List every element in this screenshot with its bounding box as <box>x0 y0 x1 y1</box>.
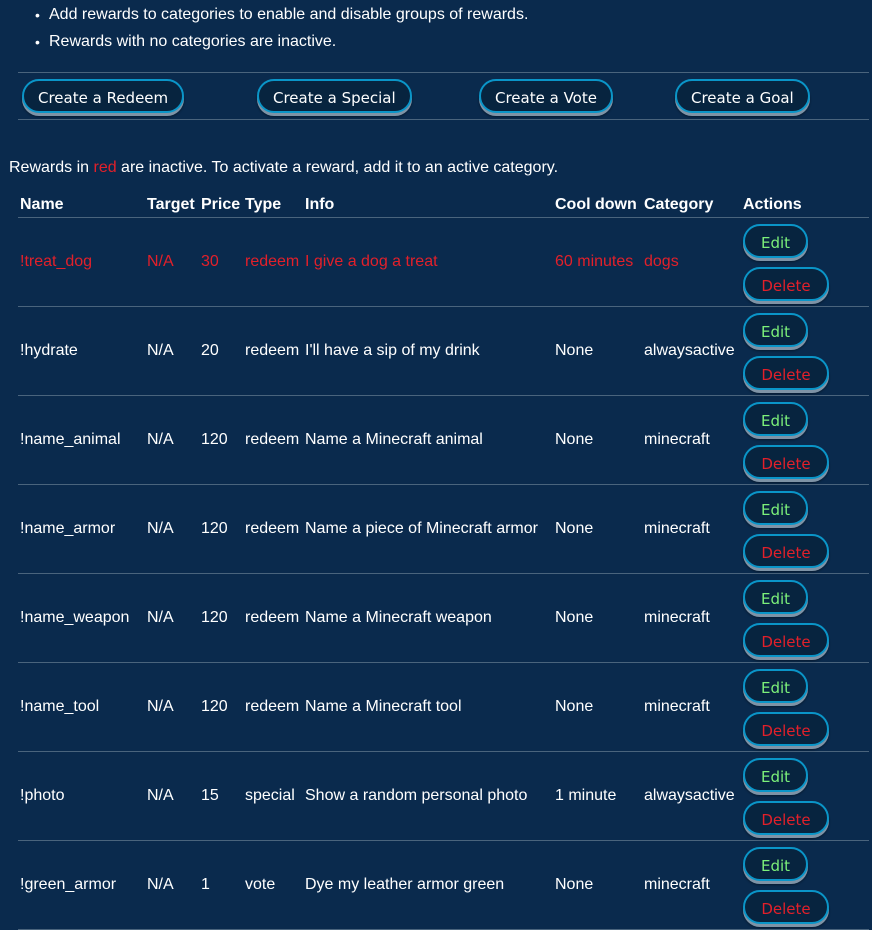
cell-actions <box>741 396 869 485</box>
delete-button[interactable]: Delete <box>743 623 829 657</box>
note-item <box>35 32 855 59</box>
cell-price: 120 <box>199 663 243 752</box>
table-row <box>18 752 869 841</box>
row-actions <box>743 218 867 306</box>
cell-type: redeem <box>243 663 303 752</box>
cell-price: 20 <box>199 307 243 396</box>
cell-info: Name a Minecraft weapon <box>303 574 553 663</box>
bullet-icon: • <box>35 34 40 50</box>
create-goal-button[interactable]: Create a Goal <box>675 79 810 113</box>
cell-category: alwaysactive <box>642 752 741 841</box>
cell-actions <box>741 841 869 930</box>
row-actions <box>743 574 867 662</box>
cell-target: N/A <box>145 663 199 752</box>
bullet-icon: • <box>35 7 40 23</box>
cell-type: redeem <box>243 218 303 307</box>
inactive-note <box>9 158 558 178</box>
cell-actions <box>741 752 869 841</box>
delete-button[interactable]: Delete <box>743 445 829 479</box>
row-actions <box>743 841 867 929</box>
cell-info: Name a piece of Minecraft armor <box>303 485 553 574</box>
cell-actions <box>741 307 869 396</box>
cell-cooldown: None <box>553 841 642 930</box>
delete-button[interactable]: Delete <box>743 267 829 301</box>
edit-button[interactable]: Edit <box>743 402 808 436</box>
cell-price: 120 <box>199 396 243 485</box>
cell-cooldown: None <box>553 574 642 663</box>
cell-name: !name_tool <box>18 663 145 752</box>
cell-category: minecraft <box>642 663 741 752</box>
cell-category: minecraft <box>642 841 741 930</box>
cell-info: Show a random personal photo <box>303 752 553 841</box>
edit-button[interactable]: Edit <box>743 491 808 525</box>
cell-name: !photo <box>18 752 145 841</box>
cell-type: vote <box>243 841 303 930</box>
edit-button[interactable]: Edit <box>743 224 808 258</box>
cell-target: N/A <box>145 396 199 485</box>
create-vote-button[interactable]: Create a Vote <box>479 79 613 113</box>
inactive-note-highlight: red <box>93 159 117 176</box>
cell-actions <box>741 485 869 574</box>
cell-actions <box>741 663 869 752</box>
cell-target: N/A <box>145 841 199 930</box>
cell-type: redeem <box>243 574 303 663</box>
cell-target: N/A <box>145 218 199 307</box>
row-actions <box>743 485 867 573</box>
cell-cooldown: None <box>553 307 642 396</box>
cell-actions <box>741 218 869 307</box>
note-item <box>35 5 855 32</box>
table-row <box>18 663 869 752</box>
table-header-row <box>18 194 869 218</box>
cell-name: !name_weapon <box>18 574 145 663</box>
cell-name: !treat_dog <box>18 218 145 307</box>
cell-target: N/A <box>145 485 199 574</box>
cell-cooldown: 1 minute <box>553 752 642 841</box>
table-row <box>18 307 869 396</box>
table-row <box>18 396 869 485</box>
cell-info: I give a dog a treat <box>303 218 553 307</box>
header-category: Category <box>642 194 741 218</box>
cell-info: Dye my leather armor green <box>303 841 553 930</box>
delete-button[interactable]: Delete <box>743 356 829 390</box>
delete-button[interactable]: Delete <box>743 712 829 746</box>
delete-button[interactable]: Delete <box>743 801 829 835</box>
create-buttons-row <box>18 72 869 120</box>
inactive-note-prefix: Rewards in <box>9 159 94 176</box>
cell-info: Name a Minecraft animal <box>303 396 553 485</box>
header-type: Type <box>243 194 303 218</box>
note-text: Rewards with no categories are inactive. <box>49 33 337 50</box>
table-row <box>18 485 869 574</box>
cell-category: minecraft <box>642 396 741 485</box>
cell-price: 30 <box>199 218 243 307</box>
cell-category: alwaysactive <box>642 307 741 396</box>
cell-name: !name_animal <box>18 396 145 485</box>
cell-name: !green_armor <box>18 841 145 930</box>
cell-price: 15 <box>199 752 243 841</box>
cell-info: Name a Minecraft tool <box>303 663 553 752</box>
cell-cooldown: None <box>553 396 642 485</box>
cell-target: N/A <box>145 307 199 396</box>
cell-category: dogs <box>642 218 741 307</box>
cell-name: !hydrate <box>18 307 145 396</box>
cell-target: N/A <box>145 574 199 663</box>
create-redeem-button[interactable]: Create a Redeem <box>22 79 184 113</box>
inactive-note-suffix: are inactive. To activate a reward, add it to an active category. <box>116 159 559 176</box>
cell-category: minecraft <box>642 485 741 574</box>
cell-actions <box>741 574 869 663</box>
row-actions <box>743 663 867 751</box>
edit-button[interactable]: Edit <box>743 758 808 792</box>
delete-button[interactable]: Delete <box>743 890 829 924</box>
create-special-button[interactable]: Create a Special <box>257 79 412 113</box>
cell-target: N/A <box>145 752 199 841</box>
cell-type: redeem <box>243 307 303 396</box>
note-text: Add rewards to categories to enable and disable groups of rewards. <box>49 6 529 23</box>
cell-type: special <box>243 752 303 841</box>
table-row <box>18 218 869 307</box>
edit-button[interactable]: Edit <box>743 669 808 703</box>
cell-price: 120 <box>199 485 243 574</box>
edit-button[interactable]: Edit <box>743 313 808 347</box>
table-row <box>18 841 869 930</box>
cell-price: 1 <box>199 841 243 930</box>
cell-cooldown: None <box>553 663 642 752</box>
cell-price: 120 <box>199 574 243 663</box>
delete-button[interactable]: Delete <box>743 534 829 568</box>
header-cooldown: Cool down <box>553 194 642 218</box>
row-actions <box>743 307 867 395</box>
table-row <box>18 574 869 663</box>
cell-category: minecraft <box>642 574 741 663</box>
row-actions <box>743 752 867 840</box>
header-target: Target <box>145 194 199 218</box>
header-info: Info <box>303 194 553 218</box>
header-actions: Actions <box>741 194 869 218</box>
cell-cooldown: None <box>553 485 642 574</box>
header-name: Name <box>18 194 145 218</box>
info-notes <box>35 5 855 59</box>
edit-button[interactable]: Edit <box>743 580 808 614</box>
edit-button[interactable]: Edit <box>743 847 808 881</box>
cell-type: redeem <box>243 396 303 485</box>
rewards-table <box>18 194 869 930</box>
row-actions <box>743 396 867 484</box>
cell-cooldown: 60 minutes <box>553 218 642 307</box>
cell-info: I'll have a sip of my drink <box>303 307 553 396</box>
cell-name: !name_armor <box>18 485 145 574</box>
header-price: Price <box>199 194 243 218</box>
cell-type: redeem <box>243 485 303 574</box>
